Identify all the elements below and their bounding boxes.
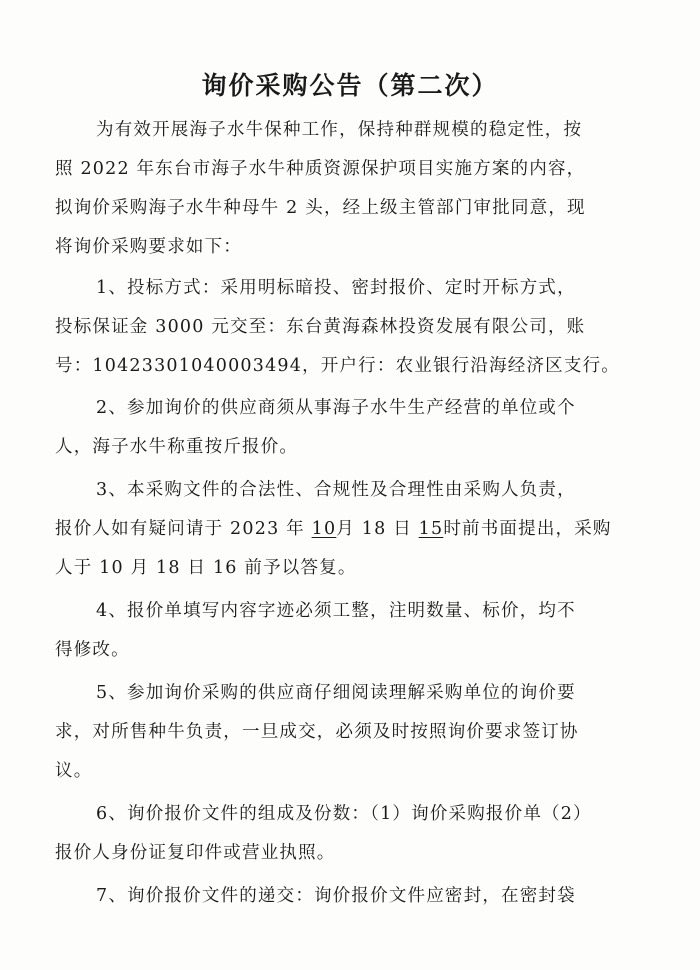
item7-line-1: 7、询价报价文件的递交：询价报价文件应密封，在密封袋 [96, 886, 576, 906]
item4-line-1: 4、报价单填写内容字迹必须工整，注明数量、标价，均不 [96, 601, 576, 621]
item5-line-3: 议。 [55, 761, 93, 781]
intro-line-1: 为有效开展海子水牛保种工作，保持种群规模的稳定性，按 [96, 120, 583, 140]
intro-line-2: 照 2022 年东台市海子水牛种质资源保护项目实施方案的内容， [55, 159, 586, 179]
item1-line-3: 号：10423301040003494，开户行：农业银行沿海经济区支行。 [55, 356, 620, 376]
item5-line-2: 求，对所售种牛负责，一旦成交，必须及时按照询价要求签订协 [55, 722, 579, 742]
item2-line-1: 2、参加询价的供应商须从事海子水牛生产经营的单位或个 [96, 398, 576, 418]
item3-line-1: 3、本采购文件的合法性、合规性及合理性由采购人负责， [96, 480, 576, 500]
item6-line-1: 6、询价报价文件的组成及份数：（1）询价采购报价单（2） [96, 804, 592, 824]
intro-line-3: 拟询价采购海子水牛种母牛 2 头，经上级主管部门审批同意，现 [55, 198, 586, 218]
item3-line-2-part-a: 报价人如有疑问请于 2023 年 [55, 519, 312, 539]
item1-line-1: 1、投标方式：采用明标暗投、密封报价、定时开标方式， [96, 278, 576, 298]
page-title: 询价采购公告（第二次） [201, 71, 499, 100]
item4-line-2: 得修改。 [55, 640, 130, 660]
item2-line-2: 人，海子水牛称重按斤报价。 [55, 437, 299, 457]
item1-line-2: 投标保证金 3000 元交至：东台黄海森林投资发展有限公司，账 [55, 317, 586, 337]
intro-line-4: 将询价采购要求如下： [55, 237, 242, 257]
deadline-hour: 15 [418, 519, 444, 539]
item5-line-1: 5、参加询价采购的供应商仔细阅读理解采购单位的询价要 [96, 683, 576, 703]
item3-line-3: 人于 10 月 18 日 16 前予以答复。 [55, 558, 357, 578]
item6-line-2: 报价人身份证复印件或营业执照。 [55, 843, 336, 863]
item3-line-2-part-b: 月 18 日 [336, 519, 419, 539]
deadline-month: 10 [311, 519, 337, 539]
item3-line-2-part-c: 时前书面提出，采购 [443, 519, 612, 539]
item3-line-2 [55, 515, 612, 540]
